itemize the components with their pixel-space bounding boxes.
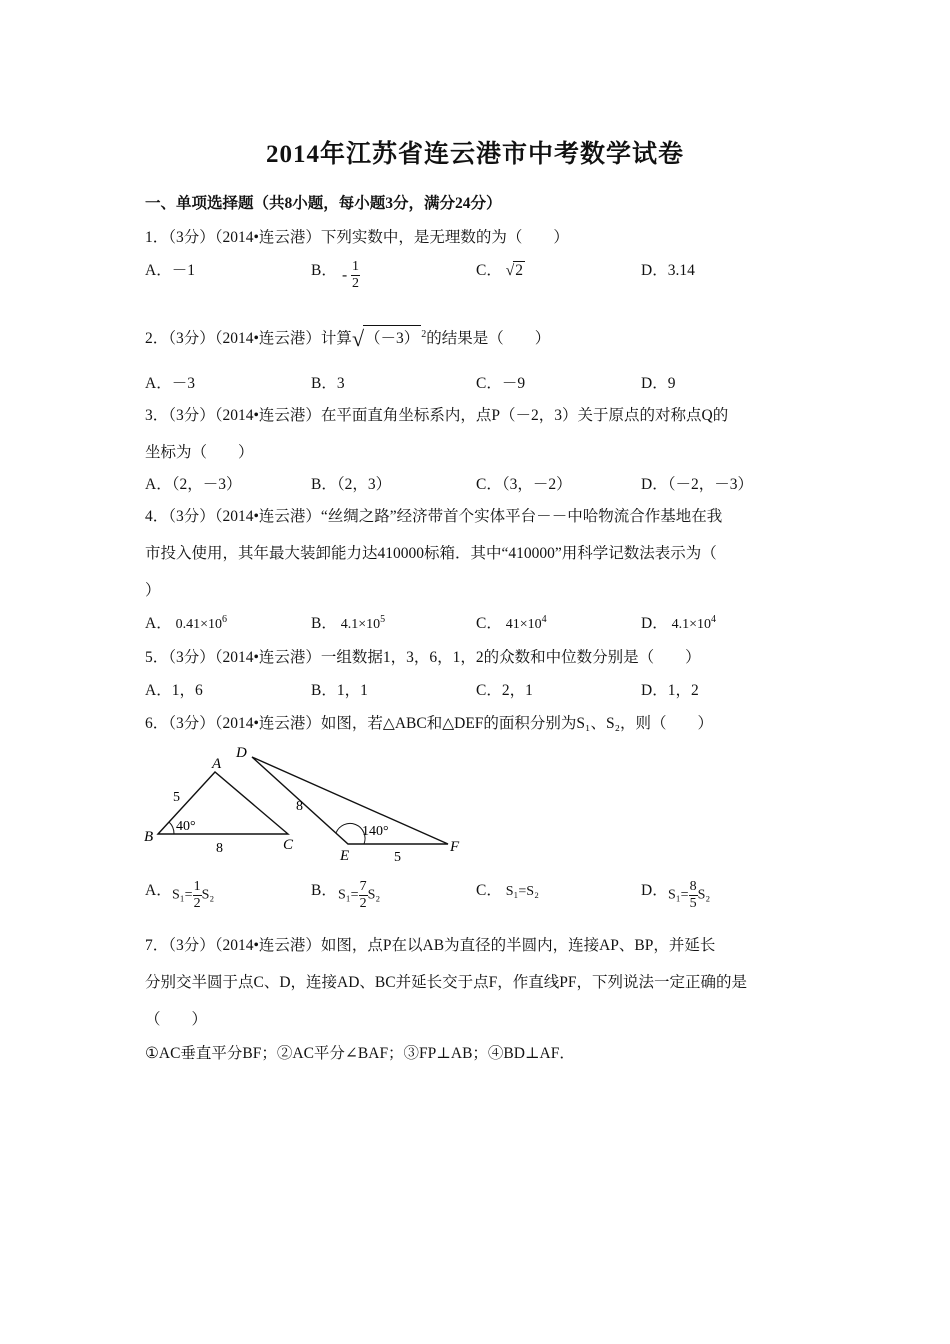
question-7-line-2: 分别交半圆于点C、D，连接AD、BC并延长交于点F，作直线PF，下列说法一定正确的是 [145, 974, 747, 991]
triangle-def [252, 757, 448, 844]
q1-option-b-fraction [342, 260, 360, 291]
label-d: D [236, 745, 247, 761]
label-c: C [283, 837, 294, 853]
q4-option-c [476, 611, 547, 633]
label-b: B [144, 829, 154, 845]
q6-b-denominator: 2 [359, 896, 367, 911]
q2-option-c: C．－9 [476, 375, 526, 392]
q2-radicand: （－3） [363, 325, 421, 348]
q6-b-s1: S₁= [338, 887, 359, 903]
q4-d-exponent: 4 [710, 613, 716, 625]
angle-b-arc [169, 822, 174, 834]
q4-a-base: 0.41×10 [175, 617, 222, 632]
section-heading: 一、单项选择题（共8小题，每小题3分，满分24分） [145, 195, 502, 212]
q6-c-expr: S₁=S₂ [505, 884, 539, 899]
q6-b-s2: S₂ [367, 887, 381, 903]
sqrt-icon: √ [351, 326, 365, 351]
q6-a-s1: S₁= [172, 887, 193, 903]
sqrt-icon: √ [505, 262, 515, 279]
question-4-line-3: ） [145, 582, 161, 599]
q6-a-denominator: 2 [193, 896, 201, 911]
label-ef-length: 5 [394, 850, 401, 865]
question-3-line-1: 3．（3分）（2014•连云港）在平面直角坐标系内，点P（－2，3）关于原点的对称点Q的 [145, 407, 729, 424]
q3-option-c: C．（3，－2） [476, 476, 572, 493]
q1-b-numerator: 1 [352, 259, 360, 274]
q4-b-base: 4.1×10 [340, 617, 381, 632]
q1-option-d: D．3.14 [641, 262, 695, 279]
q1-option-b [311, 258, 337, 280]
page-title: 2014年江苏省连云港市中考数学试卷 [265, 141, 684, 168]
q6-option-a [145, 878, 172, 900]
q6-a-s2: S₂ [201, 887, 215, 903]
q4-option-a [145, 611, 227, 633]
q6-d-numerator: 8 [689, 879, 697, 894]
question-7-line-4: ①AC垂直平分BF；②AC平分∠BAF；③FP⊥AB；④BD⊥AF． [145, 1045, 575, 1062]
question-4-line-2: 市投入使用，其年最大装卸能力达410000标箱．其中“410000”用科学记数法表示为（ [145, 545, 717, 562]
q2-stem-pre: 2．（3分）（2014•连云港）计算 [145, 330, 352, 347]
q6-option-b [311, 878, 337, 900]
q1-option-b-label: B． [311, 262, 337, 279]
q6-option-b-expr [338, 880, 380, 911]
question-1-stem: 1．（3分）（2014•连云港）下列实数中，是无理数的为（ ） [145, 229, 569, 246]
question-7-line-3: （ ） [145, 1011, 208, 1028]
q4-option-d-label: D． [641, 615, 668, 632]
label-angle-b: 40° [176, 819, 196, 834]
q1-option-c-label: C． [476, 262, 502, 279]
label-e: E [340, 848, 350, 864]
q2-option-d: D．9 [641, 375, 676, 392]
q3-option-a: A．（2，－3） [145, 476, 242, 493]
label-bc-length: 8 [216, 841, 223, 856]
q4-a-exponent: 6 [221, 613, 227, 625]
q3-option-d: D．（－2，－3） [641, 476, 753, 493]
q4-option-a-label: A． [145, 615, 172, 632]
q6-option-d [641, 878, 668, 900]
q6-option-d-expr [668, 880, 710, 911]
question-4-line-1: 4．（3分）（2014•连云港）“丝绸之路”经济带首个实体平台－－中哈物流合作基地在我 [145, 508, 723, 525]
q6-option-c [476, 878, 539, 900]
q6-option-d-label: D． [641, 882, 668, 899]
q6-a-numerator: 1 [193, 879, 201, 894]
q3-option-b: B．（2，3） [311, 476, 392, 493]
label-f: F [450, 839, 460, 855]
q1-c-radicand: 2 [515, 262, 523, 279]
q1-b-sign: - [342, 266, 348, 284]
label-a: A [212, 756, 222, 772]
q4-option-b [311, 611, 385, 633]
q6-d-denominator: 5 [689, 896, 697, 911]
q5-option-c: C．2，1 [476, 682, 533, 699]
q1-option-c [476, 258, 525, 280]
q6-b-numerator: 7 [359, 879, 367, 894]
q6-option-a-label: A． [145, 882, 172, 899]
q6-d-s2: S₂ [697, 887, 711, 903]
label-ab-length: 5 [173, 790, 180, 805]
q4-b-exponent: 5 [380, 613, 386, 625]
q2-stem-post: 的结果是（ ） [426, 330, 551, 347]
question-2-stem [145, 325, 550, 352]
q4-d-base: 4.1×10 [671, 617, 711, 632]
q4-option-c-label: C． [476, 615, 502, 632]
q5-option-d: D．1，2 [641, 682, 699, 699]
q6-option-c-label: C． [476, 882, 502, 899]
question-6-stem: 6．（3分）（2014•连云港）如图，若△ABC和△DEF的面积分别为S₁、S₂，则（ ） [145, 715, 713, 732]
question-3-line-2: 坐标为（ ） [145, 444, 254, 461]
q2-option-a: A．－3 [145, 375, 195, 392]
q1-option-a: A．－1 [145, 262, 195, 279]
label-angle-e: 140° [362, 824, 389, 839]
question-5-stem: 5．（3分）（2014•连云港）一组数据1，3，6，1，2的众数和中位数分别是（ ） [145, 649, 701, 666]
q4-option-b-label: B． [311, 615, 337, 632]
q4-c-exponent: 4 [541, 613, 547, 625]
angle-e-arc [336, 823, 365, 844]
q5-option-b: B．1，1 [311, 682, 368, 699]
q4-option-d [641, 611, 716, 633]
q6-option-b-label: B． [311, 882, 337, 899]
q6-d-s1: S₁= [668, 887, 689, 903]
q4-c-base: 41×10 [505, 617, 542, 632]
q2-option-b: B．3 [311, 375, 345, 392]
question-7-line-1: 7．（3分）（2014•连云港）如图，点P在以AB为直径的半圆内，连接AP、BP，并延长 [145, 937, 716, 954]
q2-exponent: 2 [421, 328, 427, 340]
q5-option-a: A．1，6 [145, 682, 203, 699]
triangles-figure [140, 740, 470, 865]
label-de-length: 8 [296, 799, 303, 814]
q6-option-a-expr [172, 880, 214, 911]
q1-b-denominator: 2 [352, 276, 360, 291]
